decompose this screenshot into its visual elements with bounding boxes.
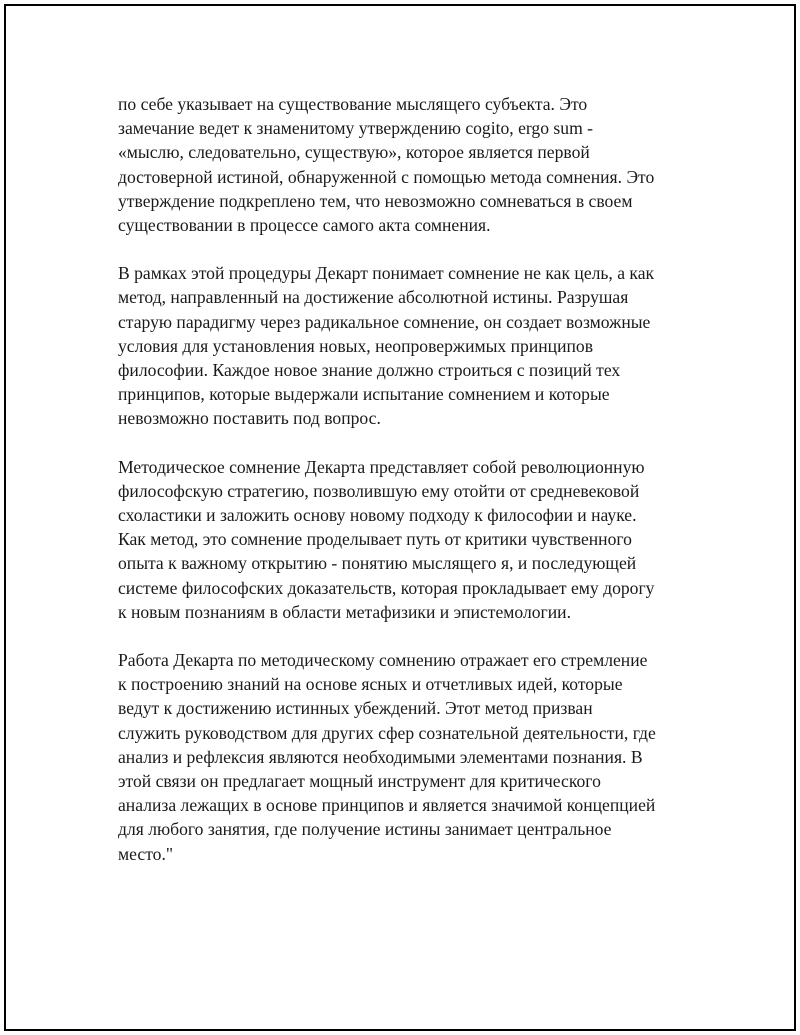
paragraph-4: Работа Декарта по методическому сомнению отражает его стремление к построению знаний на основе ясных и отчетливых идей, которые ведут к достижению истинных убеждений. Этот метод призван служить руководством для других сфер сознательной деятельности, где анализ и рефлексия являются необходимыми элементами познания. В этой связи он предлагает мощный инструмент для критического анализа лежащих в основе принципов и является значимой концепцией для любого занятия, где получение истины занимает центральное место." [118,650,656,864]
paragraph-1: по себе указывает на существование мыслящего субъекта. Это замечание ведет к знаменитому утверждению cogito, ergo sum - «мыслю, следовательно, существую», которое является первой достоверной истиной, обнаруженной с помощью метода сомнения. Это утверждение подкреплено тем, что невозможно сомневаться в своем существовании в процессе самого акта сомнения. [118,94,655,236]
document-body [118,92,698,890]
paragraph-3: Методическое сомнение Декарта представляет собой революционную философскую стратегию, позволившую ему отойти от средневековой схоластики и заложить основу новому подходу к философии и науке. Как метод, это сомнение проделывает путь от критики чувственного опыта к важному открытию - понятию мыслящего я, и последующей системе философских доказательств, которая прокладывает ему дорогу к новым познаниям в области метафизики и эпистемологии. [118,456,655,622]
paragraph-2: В рамках этой процедуры Декарт понимает сомнение не как цель, а как метод, направленный на достижение абсолютной истины. Разрушая старую парадигму через радикальное сомнение, он создает возможные условия для установления новых, неопровержимых принципов философии. Каждое новое знание должно строиться с позиций тех принципов, которые выдержали испытание сомнением и которые невозможно поставить под вопрос. [118,263,655,429]
